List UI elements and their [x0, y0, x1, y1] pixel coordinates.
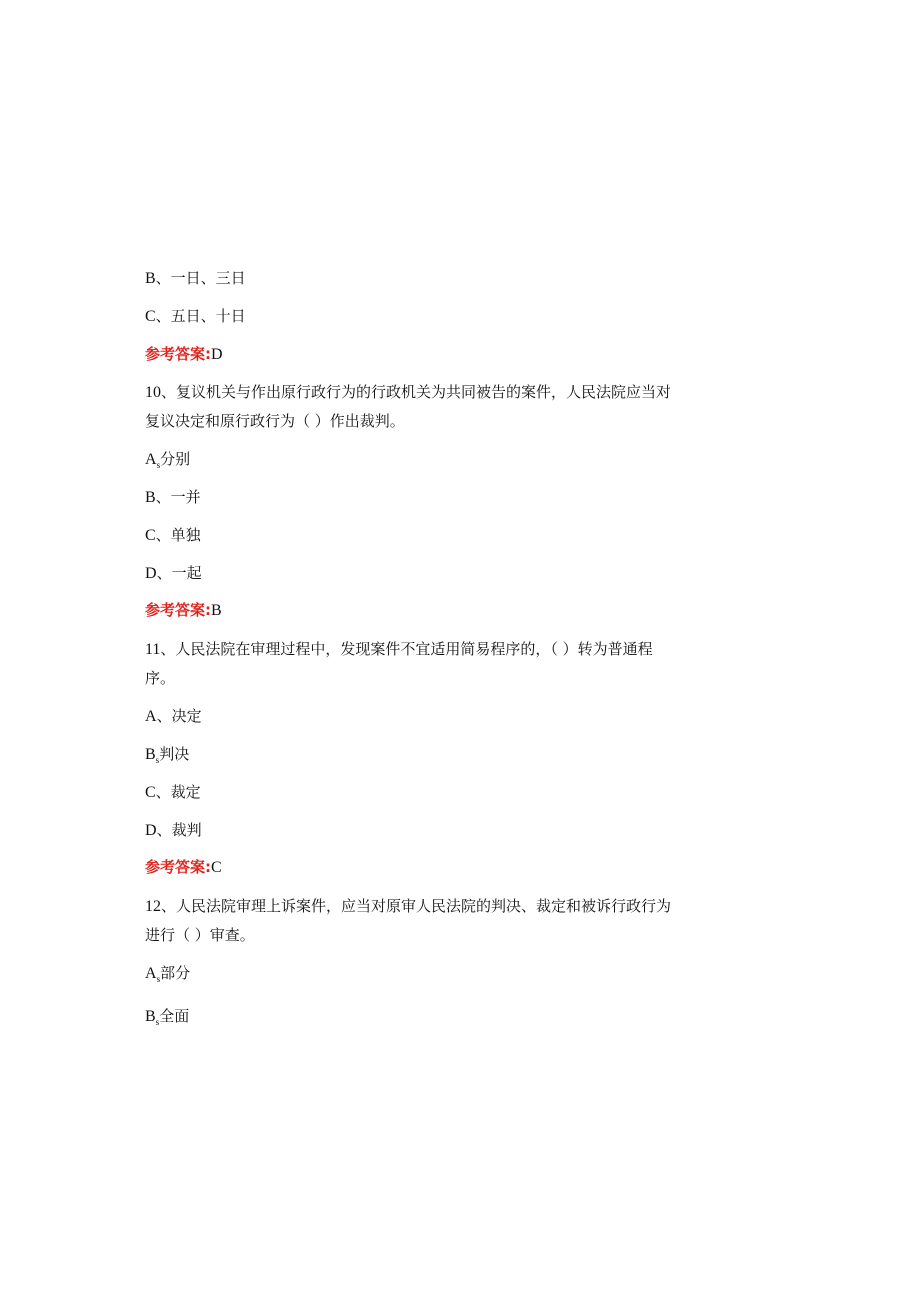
q10-option-a-text: 分别 [160, 450, 191, 468]
q11-answer-value: C [211, 859, 222, 876]
q11-stem-line1 [145, 639, 653, 660]
q11-option-d-text: 、裁判 [156, 821, 202, 839]
q10-option-b [145, 487, 201, 508]
q10-number: 10 [145, 384, 161, 401]
q10-answer-value: B [211, 602, 222, 619]
q10-stem-line2: 复议决定和原行政行为（ ）作出裁判。 [145, 412, 405, 430]
q10-option-c-text: 、单独 [155, 526, 201, 544]
q11-option-b-letter: B [145, 746, 156, 763]
q9-option-b [145, 268, 246, 289]
q11-option-b-text: 判决 [159, 745, 190, 763]
q10-option-a-letter: A [145, 451, 157, 468]
q10-answer [145, 600, 222, 621]
q12-option-b-text: 全面 [159, 1007, 190, 1025]
q10-option-c-letter: C [145, 527, 156, 544]
q10-option-a [145, 449, 190, 475]
q11-option-c-text: 、裁定 [155, 783, 201, 801]
q11-answer [145, 857, 222, 878]
q11-stem-text1: 、人民法院在审理过程中，发现案件不宜适用简易程序的，（ ）转为普通程 [160, 640, 653, 658]
q11-option-c-letter: C [145, 784, 156, 801]
q12-option-a [145, 963, 190, 989]
q11-answer-label: 参考答案: [145, 858, 211, 876]
q10-option-a-sub: s [156, 460, 161, 470]
q9-answer-label: 参考答案: [145, 345, 211, 363]
q10-stem-line1 [145, 382, 671, 403]
q12-option-b-sub: s [155, 1017, 160, 1027]
q9-option-b-text: 、一日、三日 [155, 269, 246, 287]
q10-answer-label: 参考答案: [145, 601, 211, 619]
q12-option-b-letter: B [145, 1008, 156, 1025]
q10-option-b-text: 、一并 [155, 488, 201, 506]
q10-option-b-letter: B [145, 489, 156, 506]
q9-answer [145, 344, 223, 365]
q12-number: 12 [145, 898, 161, 915]
q12-option-a-sub: s [156, 974, 161, 984]
q11-option-a [145, 706, 202, 727]
q10-option-d [145, 563, 202, 584]
q11-option-c [145, 782, 201, 803]
q11-number: 11 [145, 641, 161, 658]
q9-answer-value: D [211, 346, 223, 363]
q10-option-d-letter: D [145, 565, 157, 582]
q12-stem-line1 [145, 896, 671, 917]
q12-stem-line2: 进行（ ）审查。 [145, 926, 255, 944]
q11-option-b-sub: s [155, 755, 160, 765]
q11-option-d-letter: D [145, 822, 157, 839]
q12-option-a-text: 部分 [160, 964, 191, 982]
q10-stem-text1: 、复议机关与作出原行政行为的行政机关为共同被告的案件，人民法院应当对 [161, 383, 672, 401]
q11-option-a-letter: A [145, 708, 157, 725]
q10-option-c [145, 525, 201, 546]
q9-option-b-letter: B [145, 270, 156, 287]
q9-option-c-letter: C [145, 308, 156, 325]
q11-option-b [145, 744, 189, 770]
q12-option-a-letter: A [145, 965, 157, 982]
q11-option-a-text: 、决定 [156, 707, 202, 725]
q12-option-b [145, 1006, 189, 1032]
q9-option-c [145, 306, 246, 327]
q11-stem-line2: 序。 [145, 669, 176, 687]
q11-option-d [145, 820, 202, 841]
q10-option-d-text: 、一起 [156, 564, 202, 582]
q12-stem-text1: 、人民法院审理上诉案件，应当对原审人民法院的判决、裁定和被诉行政行为 [161, 897, 672, 915]
q9-option-c-text: 、五日、十日 [155, 307, 246, 325]
